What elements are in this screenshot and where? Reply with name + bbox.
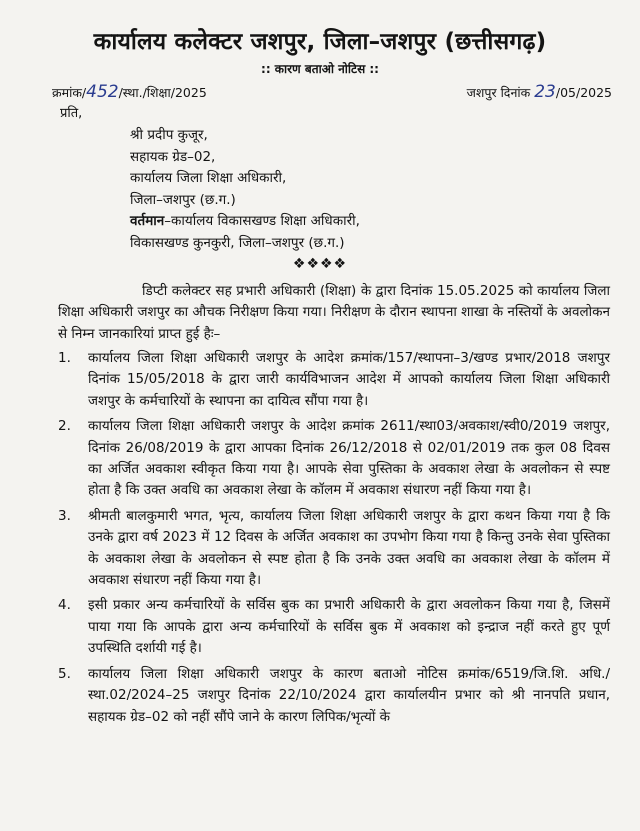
office-title: कार्यालय कलेक्टर जशपुर, जिला–जशपुर (छत्तीसगढ़) — [93, 29, 547, 55]
item-text: इसी प्रकार अन्य कर्मचारियों के सर्विस बुक का प्रभारी अधिकारी के द्वारा अवलोकन किया गया है, जिसमें पाया गया कि आपके द्वारा अन्य कर्मचारियों के सर्विस बुक में अवकाश को इन्द्राज नहीं करते हुए पूर्ण उपस्थिति दर्शायी गई है। — [88, 597, 610, 657]
list-item — [58, 416, 610, 502]
findings-list — [58, 348, 610, 732]
item-number: 1. — [58, 350, 71, 366]
notice-subtitle: :: कारण बताओ नोटिस :: — [261, 62, 379, 76]
reference-prefix: क्रमांक/ — [52, 85, 87, 100]
item-text: कार्यालय जिला शिक्षा अधिकारी जशपुर के कारण बताओ नोटिस क्रमांक/6519/जि.शि. अधि./स्था.02/2024–25 जशपुर दिनांक 22/10/2024 द्वारा कार्यालयीन प्रभार को श्री नानपति प्रधान, सहायक ग्रेड–02 को नहीं सौंपे जाने के कारण लिपिक/भृत्यों के — [88, 665, 610, 725]
addressee-block — [130, 125, 360, 255]
addressee-line: श्री प्रदीप कुजूर, — [130, 127, 208, 143]
item-text: कार्यालय जिला शिक्षा अधिकारी जशपुर के आदेश क्रमांक 2611/स्था03/अवकाश/स्वी0/2019 जशपुर, दिनांक 26/08/2019 के द्वारा आपका दिनांक 26/12/2018 से 02/01/2019 तक कुल 08 दिवस का अर्जित अवकाश स्वीकृत किया गया है। आपके सेवा पुस्तिका के अवकाश लेखा के अवलोकन से स्पष्ट होता है कि उक्त अवधि का अवकाश लेखा के कॉलम में अवकाश संधारण नहीं किया गया है। — [88, 418, 610, 499]
item-number: 2. — [58, 418, 71, 435]
date-prefix: जशपुर दिनांक — [466, 85, 531, 100]
addressee-line: सहायक ग्रेड–02, — [130, 148, 216, 165]
item-number: 4. — [58, 597, 71, 614]
date-suffix: /05/2025 — [555, 85, 612, 100]
current-label: वर्तमान — [130, 213, 165, 230]
intro-paragraph: डिप्टी कलेक्टर सह प्रभारी अधिकारी (शिक्षा) के द्वारा दिनांक 15.05.2025 को कार्यालय जिला शिक्षा अधिकारी जशपुर का औचक निरीक्षण किया गया। निरीक्षण के दौरान स्थापना शाखा के नस्तियों के अवलोकन से निम्न जानकारियां प्राप्त हुई हैः– — [58, 283, 610, 342]
addressee-line: जिला–जशपुर (छ.ग.) — [130, 191, 236, 208]
reference-number — [52, 82, 207, 102]
list-item — [58, 595, 610, 659]
handwritten-day: 23 — [534, 82, 556, 102]
list-item — [58, 506, 610, 592]
reference-date — [467, 82, 612, 102]
list-item — [58, 664, 610, 728]
current-text: –कार्यालय विकासखण्ड शिक्षा अधिकारी, — [164, 213, 360, 230]
item-number: 5. — [58, 665, 71, 682]
prati-label: प्रति, — [60, 106, 83, 121]
item-number: 3. — [58, 507, 71, 524]
addressee-line: विकासखण्ड कुनकुरी, जिला–जशपुर (छ.ग.) — [130, 234, 345, 251]
addressee-line: कार्यालय जिला शिक्षा अधिकारी, — [130, 170, 287, 187]
item-text: कार्यालय जिला शिक्षा अधिकारी जशपुर के आदेश क्रमांक/157/स्थापना–3/खण्ड प्रभार/2018 जशपुर दिनांक 15/05/2018 के द्वारा जारी कार्यविभाजन आदेश में आपको कार्यालय जिला शिक्षा अधिकारी जशपुर के कर्मचारियों के स्थापना का दायित्व सौंपा गया है। — [88, 350, 610, 409]
list-item — [58, 348, 610, 412]
item-text: श्रीमती बालकुमारी भगत, भृत्य, कार्यालय जिला शिक्षा अधिकारी जशपुर के द्वारा कथन किया गया है कि उनके द्वारा वर्ष 2023 में 12 दिवस के अर्जित अवकाश का उपभोग किया गया है किन्तु उनके सेवा पुस्तिका के अवकाश लेखा के अवलोकन से स्पष्ट होता है कि उनके उक्त अवधि का अवकाश लेखा के कॉलम में अवकाश संधारण नहीं किया गया है। — [88, 507, 610, 589]
reference-row — [52, 82, 612, 102]
addressee-current — [130, 211, 360, 233]
separator-ornament: ❖❖❖❖ — [292, 256, 348, 272]
reference-suffix: /स्था./शिक्षा/2025 — [118, 85, 207, 100]
handwritten-number: 452 — [86, 82, 119, 102]
